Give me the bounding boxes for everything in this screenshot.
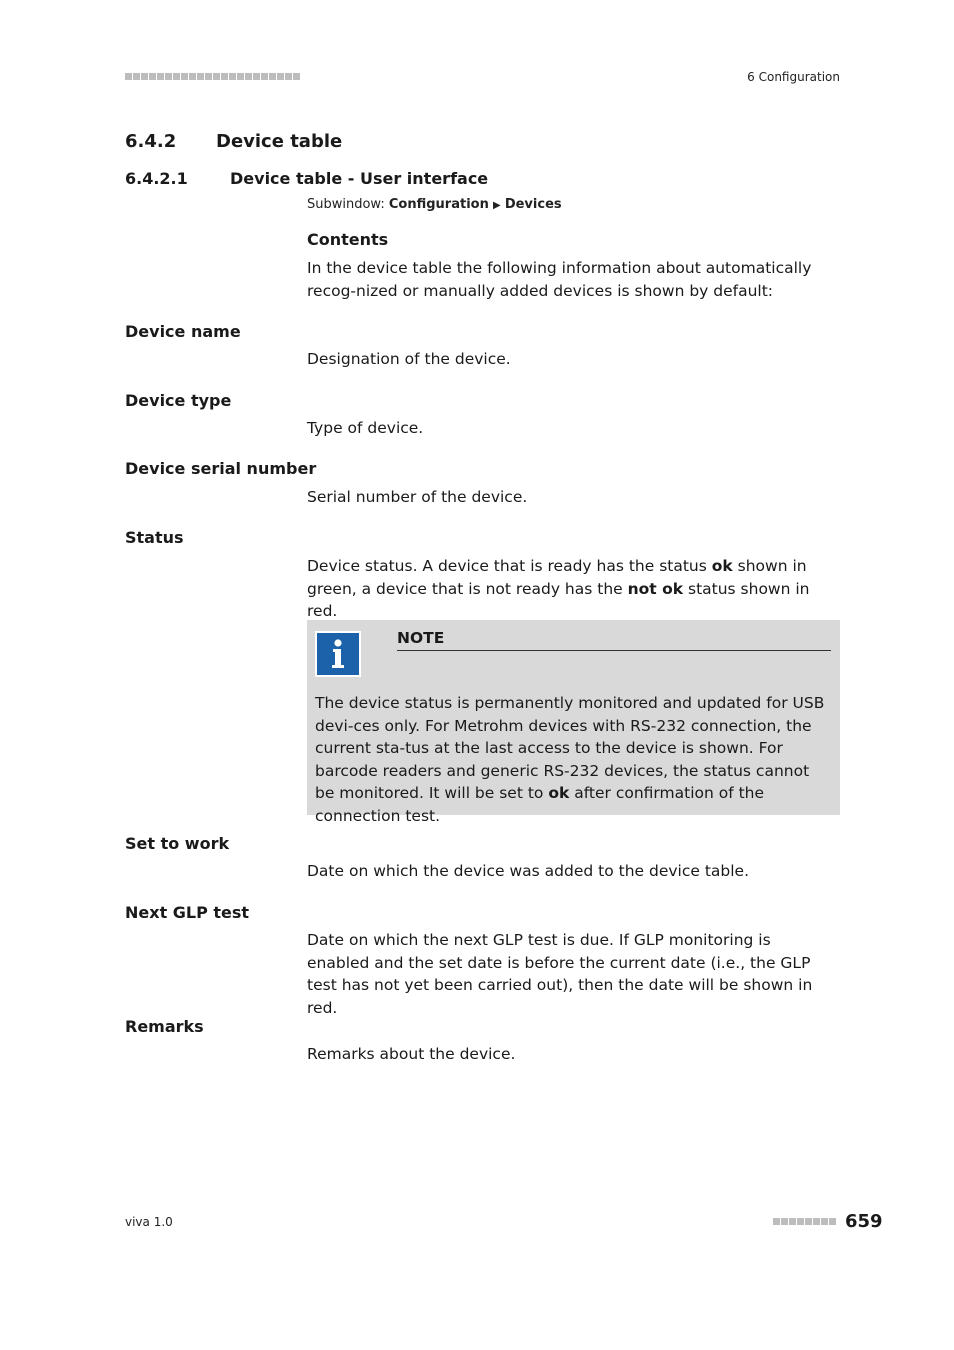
decor-square	[221, 73, 228, 80]
note-text-1: The device status is permanently monitored and updated for USB devi-ces only. For Metrohm devices with RS-232 connection, the current sta-tus at the last access to the device is shown. For barcode readers and generic RS-232 devices, the status cannot be monitored. It will be set to	[315, 694, 825, 802]
subsection-number: 6.4.2.1	[125, 169, 188, 188]
status-text-3: status shown in red.	[307, 579, 810, 620]
breadcrumb	[307, 197, 562, 212]
decor-square	[141, 73, 148, 80]
contents-text: In the device table the following information about automatically recog-nized or manually added devices is shown by default:	[307, 259, 812, 300]
decor-square	[173, 73, 180, 80]
decor-square	[253, 73, 260, 80]
info-icon	[315, 631, 361, 677]
section-title: Device table	[216, 131, 343, 152]
decor-square	[781, 1218, 788, 1225]
decor-square	[805, 1218, 812, 1225]
note-ok: ok	[548, 784, 570, 802]
section-number: 6.4.2	[125, 131, 177, 152]
decor-square	[165, 73, 172, 80]
term-device-type: Device type	[125, 391, 232, 410]
decor-square	[189, 73, 196, 80]
footer-product: viva 1.0	[125, 1215, 173, 1229]
decor-square	[205, 73, 212, 80]
decor-square	[269, 73, 276, 80]
desc-device-name: Designation of the device.	[307, 350, 511, 368]
note-text-2: after confirmation of the connection test.	[315, 784, 765, 825]
contents-heading: Contents	[307, 230, 389, 249]
decor-square	[181, 73, 188, 80]
term-set-to-work: Set to work	[125, 834, 230, 853]
running-header-chapter: 6 Configuration	[747, 70, 840, 84]
decor-square	[125, 73, 132, 80]
status-not-ok: not ok	[627, 579, 684, 598]
decor-square	[229, 73, 236, 80]
decor-square	[773, 1218, 780, 1225]
decor-square	[213, 73, 220, 80]
decor-square	[829, 1218, 836, 1225]
term-next-glp-test: Next GLP test	[125, 903, 250, 922]
term-device-name: Device name	[125, 322, 241, 341]
decor-square	[261, 73, 268, 80]
decor-square	[277, 73, 284, 80]
note-box	[307, 620, 840, 825]
subsection-title: Device table - User interface	[230, 169, 489, 188]
status-text-2: shown in green, a device that is not ready has the	[307, 557, 807, 598]
breadcrumb-arrow-icon: ▶	[492, 200, 501, 211]
note-text	[315, 692, 833, 827]
breadcrumb-devices: Devices	[504, 197, 562, 212]
desc-next-glp-test: Date on which the next GLP test is due. If GLP monitoring is enabled and the set date is before the current date (i.e., the GLP test has not yet been carried out), then the date will be shown in red.	[307, 931, 813, 1017]
desc-device-type: Type of device.	[307, 419, 424, 437]
decor-square	[197, 73, 204, 80]
decor-square	[293, 73, 300, 80]
term-remarks: Remarks	[125, 1017, 204, 1036]
term-status: Status	[125, 528, 184, 547]
decor-square	[237, 73, 244, 80]
decor-square	[245, 73, 252, 80]
decor-square	[813, 1218, 820, 1225]
decor-square	[789, 1218, 796, 1225]
decor-square	[149, 73, 156, 80]
status-text-1: Device status. A device that is ready has the status	[307, 557, 712, 575]
decor-square	[133, 73, 140, 80]
footer-decoration	[773, 1218, 836, 1225]
decor-square	[821, 1218, 828, 1225]
term-device-serial-number: Device serial number	[125, 459, 317, 478]
page-number: 659	[845, 1211, 883, 1232]
breadcrumb-configuration: Configuration	[388, 197, 489, 212]
breadcrumb-prefix: Subwindow:	[307, 197, 385, 212]
desc-remarks: Remarks about the device.	[307, 1045, 516, 1063]
decor-square	[157, 73, 164, 80]
header-decoration	[125, 73, 300, 80]
note-title: NOTE	[397, 629, 831, 651]
decor-square	[797, 1218, 804, 1225]
desc-set-to-work: Date on which the device was added to the device table.	[307, 862, 750, 880]
status-ok: ok	[711, 557, 733, 575]
decor-square	[285, 73, 292, 80]
desc-status	[307, 555, 837, 623]
desc-device-serial-number: Serial number of the device.	[307, 488, 528, 506]
